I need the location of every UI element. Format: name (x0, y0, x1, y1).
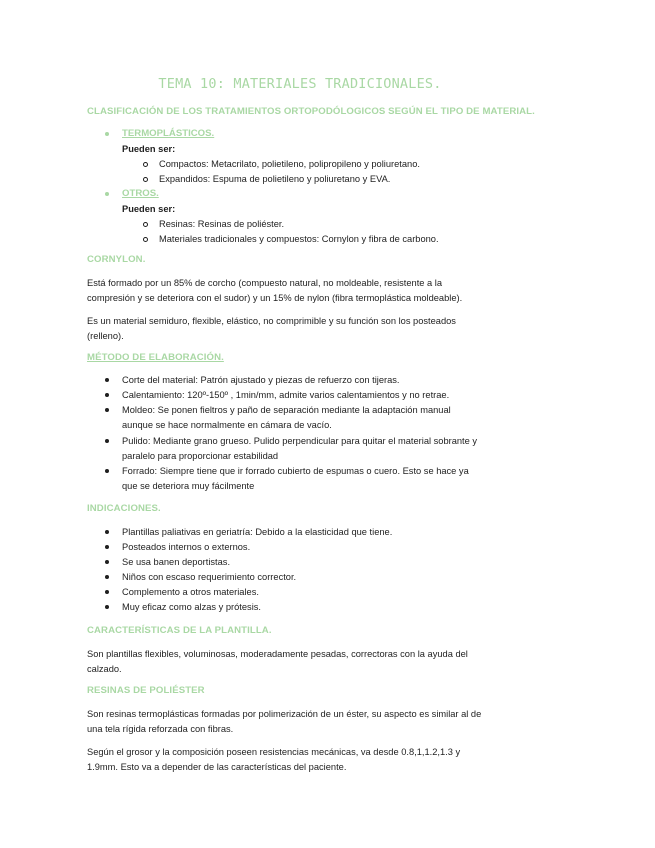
section-heading-indicaciones: INDICACIONES. (87, 503, 161, 514)
list-item: Moldeo: Se ponen fieltros y paño de separación mediante la adaptación manual (122, 405, 451, 415)
bullet-marker (105, 439, 109, 443)
group-intro: Pueden ser: (122, 144, 176, 154)
bullet-marker (105, 605, 109, 609)
paragraph-line: una tela rígida reforzada con fibras. (87, 724, 234, 734)
bullet-marker (105, 575, 109, 579)
paragraph-line: compresión y se deteriora con el sudor) y un 15% de nylon (fibra termoplástica moldeable). (87, 293, 463, 303)
bullet-marker (105, 132, 109, 136)
paragraph-line: (relleno). (87, 331, 124, 341)
list-item: Posteados internos o externos. (122, 542, 251, 552)
paragraph-line: Es un material semiduro, flexible, elástico, no comprimible y su función son los posteados (87, 316, 456, 326)
paragraph-line: Según el grosor y la composición poseen resistencias mecánicas, va desde 0.8,1,1.2,1.3 y (87, 747, 461, 757)
sub-bullet-marker (143, 177, 148, 182)
section-heading-metodo: MÉTODO DE ELABORACIÓN. (87, 352, 224, 363)
group-intro: Pueden ser: (122, 204, 176, 214)
list-item: Expandidos: Espuma de polietileno y poliuretano y EVA. (159, 174, 391, 184)
list-item: Forrado: Siempre tiene que ir forrado cubierto de espumas o cuero. Esto se hace ya (122, 466, 469, 476)
bullet-marker (105, 560, 109, 564)
section-heading-cornylon: CORNYLON. (87, 254, 146, 265)
bullet-marker (105, 408, 109, 412)
list-item-continuation: aunque se hace normalmente en cámara de vacío. (122, 420, 332, 430)
list-item: Niños con escaso requerimiento corrector. (122, 572, 297, 582)
list-item-continuation: paralelo para proporcionar estabilidad (122, 451, 279, 461)
list-item: Corte del material: Patrón ajustado y piezas de refuerzo con tijeras. (122, 375, 400, 385)
list-item-continuation: que se deteriora muy fácilmente (122, 481, 255, 491)
section-heading-caracteristicas: CARACTERÍSTICAS DE LA PLANTILLA. (87, 625, 272, 636)
sub-bullet-marker (143, 237, 148, 242)
page-title: TEMA 10: MATERIALES TRADICIONALES. (158, 76, 442, 92)
list-item: Resinas: Resinas de poliéster. (159, 219, 285, 229)
bullet-marker (105, 530, 109, 534)
bullet-marker (105, 192, 109, 196)
bullet-marker (105, 378, 109, 382)
section-heading-clasificacion: CLASIFICACIÓN DE LOS TRATAMIENTOS ORTOPODÓLOGICOS SEGÚN EL TIPO DE MATERIAL. (87, 106, 535, 117)
list-item: Muy eficaz como alzas y prótesis. (122, 602, 261, 612)
group-label-otros: OTROS. (122, 188, 159, 199)
list-item: Plantillas paliativas en geriatría: Debido a la elasticidad que tiene. (122, 527, 393, 537)
list-item: Complemento a otros materiales. (122, 587, 259, 597)
sub-bullet-marker (143, 162, 148, 167)
paragraph-line: Son resinas termoplásticas formadas por polimerización de un éster, su aspecto es similar al de (87, 709, 482, 719)
list-item: Calentamiento: 120º-150º , 1min/mm, admite varios calentamientos y no retrae. (122, 390, 450, 400)
paragraph-line: Son plantillas flexibles, voluminosas, moderadamente pesadas, correctoras con la ayuda del (87, 649, 468, 659)
sub-bullet-marker (143, 222, 148, 227)
paragraph-line: 1.9mm. Esto va a depender de las características del paciente. (87, 762, 347, 772)
paragraph-line: calzado. (87, 664, 122, 674)
list-item: Materiales tradicionales y compuestos: Cornylon y fibra de carbono. (159, 234, 439, 244)
list-item: Compactos: Metacrilato, polietileno, polipropileno y poliuretano. (159, 159, 420, 169)
list-item: Pulido: Mediante grano grueso. Pulido perpendicular para quitar el material sobrante y (122, 436, 478, 446)
section-heading-resinas: RESINAS DE POLIÉSTER (87, 685, 205, 696)
bullet-marker (105, 469, 109, 473)
group-label-termoplasticos: TERMOPLÁSTICOS. (122, 128, 215, 139)
paragraph-line: Está formado por un 85% de corcho (compuesto natural, no moldeable, resistente a la (87, 278, 443, 288)
list-item: Se usa banen deportistas. (122, 557, 231, 567)
bullet-marker (105, 590, 109, 594)
bullet-marker (105, 545, 109, 549)
bullet-marker (105, 393, 109, 397)
